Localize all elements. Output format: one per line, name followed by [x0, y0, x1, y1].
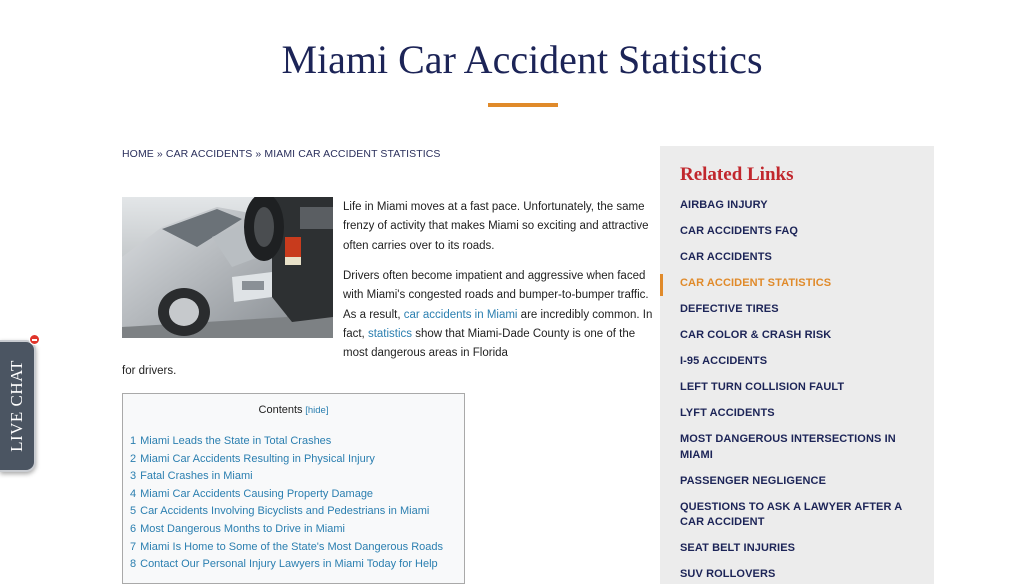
related-link-airbag-injury[interactable]: AIRBAG INJURY [680, 199, 768, 211]
related-link-most-dangerous-intersections[interactable]: MOST DANGEROUS INTERSECTIONS IN MIAMI [680, 432, 896, 461]
related-links-list [680, 198, 916, 584]
active-item-indicator [660, 274, 663, 296]
breadcrumb [122, 148, 441, 160]
toc-hide-link[interactable]: hide [307, 405, 326, 416]
toc-item-label: Contact Our Personal Injury Lawyers in Miami Today for Help [140, 558, 438, 571]
chat-minimize-icon[interactable] [29, 334, 40, 345]
toc-item-number: 3 [130, 470, 137, 483]
toc-item-label: Fatal Crashes in Miami [140, 470, 253, 483]
toc-item[interactable] [130, 486, 443, 504]
toc-bracket: [ [302, 405, 308, 416]
related-link-seat-belt-injuries[interactable]: SEAT BELT INJURIES [680, 542, 796, 555]
toc-item[interactable] [130, 539, 443, 557]
paragraph-text: Drivers often become impatient and aggressive when faced with Miami's congested roads and bumper-to-bumper traffic. As a result, [343, 270, 649, 321]
toc-item-label: Most Dangerous Months to Drive in Miami [140, 522, 345, 535]
related-link-car-accidents-faq[interactable]: CAR ACCIDENTS FAQ [680, 224, 799, 237]
live-chat-button[interactable] [0, 340, 36, 472]
related-link-questions-to-ask-lawyer[interactable]: QUESTIONS TO ASK A LAWYER AFTER A CAR ACCIDENT [680, 500, 902, 529]
toc-item-number: 6 [130, 522, 137, 535]
toc-item[interactable] [130, 556, 443, 574]
article-paragraph-1: Life in Miami moves at a fast pace. Unfortunately, the same frenzy of activity that makes Miami so exciting and attractive often carries over to its roads. [343, 201, 649, 252]
statistics-link[interactable]: statistics [367, 327, 413, 340]
paragraph-text: are incredibly common. In fact, [343, 308, 653, 340]
related-link-i95-accidents[interactable]: I-95 ACCIDENTS [680, 354, 768, 367]
toc-item-number: 2 [130, 452, 137, 465]
related-link-car-color-crash-risk[interactable]: CAR COLOR & CRASH RISK [680, 328, 832, 341]
paragraph-text: show that Miami-Dade County is one of the most dangerous areas in Florida [343, 327, 636, 360]
toc-item[interactable] [130, 503, 443, 521]
car-crash-image [122, 197, 333, 338]
toc-item-number: 4 [130, 487, 137, 500]
related-links-sidebar [660, 146, 934, 584]
related-link-defective-tires[interactable]: DEFECTIVE TIRES [680, 302, 779, 315]
toc-header [123, 404, 464, 416]
related-link-car-accidents[interactable]: CAR ACCIDENTS [680, 250, 772, 263]
toc-item-number: 8 [130, 558, 137, 571]
toc-item-label: Miami Leads the State in Total Crashes [140, 435, 332, 447]
breadcrumb-separator: » [252, 148, 265, 160]
related-link-lyft-accidents[interactable]: LYFT ACCIDENTS [680, 406, 775, 419]
related-link-suv-rollovers[interactable]: SUV ROLLOVERS [680, 568, 776, 581]
toc-title: Contents [258, 404, 303, 416]
toc-item-number: 7 [130, 540, 137, 553]
toc-item-label: Car Accidents Involving Bicyclists and Pedestrians in Miami [140, 505, 430, 518]
toc-item-label: Miami Is Home to Some of the State's Most Dangerous Roads [140, 540, 444, 553]
table-of-contents [122, 393, 465, 584]
toc-item[interactable] [130, 451, 443, 469]
related-link-passenger-negligence[interactable]: PASSENGER NEGLIGENCE [680, 474, 827, 487]
related-link-left-turn-collision-fault[interactable]: LEFT TURN COLLISION FAULT [680, 380, 845, 393]
live-chat-label: LIVE CHAT [7, 360, 26, 452]
breadcrumb-separator: » [153, 148, 166, 160]
title-underline [488, 103, 558, 107]
article-paragraph-2 [343, 267, 653, 363]
toc-item[interactable] [130, 468, 443, 486]
breadcrumb-section-link[interactable]: CAR ACCIDENTS [165, 148, 253, 160]
related-link-car-accident-statistics[interactable]: CAR ACCIDENT STATISTICS [680, 276, 832, 289]
car-accidents-in-miami-link[interactable]: car accidents in Miami [403, 308, 518, 321]
toc-item-label: Miami Car Accidents Causing Property Damage [140, 487, 374, 500]
toc-list [130, 433, 443, 574]
toc-item-label: Miami Car Accidents Resulting in Physical Injury [140, 452, 375, 465]
toc-bracket: ] [325, 405, 329, 416]
sidebar-title: Related Links [680, 164, 794, 185]
toc-item-number: 5 [130, 505, 137, 518]
toc-item[interactable] [130, 521, 443, 539]
breadcrumb-home-link[interactable]: HOME [122, 148, 154, 160]
breadcrumb-current: MIAMI CAR ACCIDENT STATISTICS [264, 148, 441, 160]
toc-item-number: 1 [130, 435, 137, 447]
toc-item[interactable] [130, 433, 443, 451]
article-paragraph-2-tail: for drivers. [122, 365, 177, 377]
page-title: Miami Car Accident Statistics [281, 37, 763, 82]
